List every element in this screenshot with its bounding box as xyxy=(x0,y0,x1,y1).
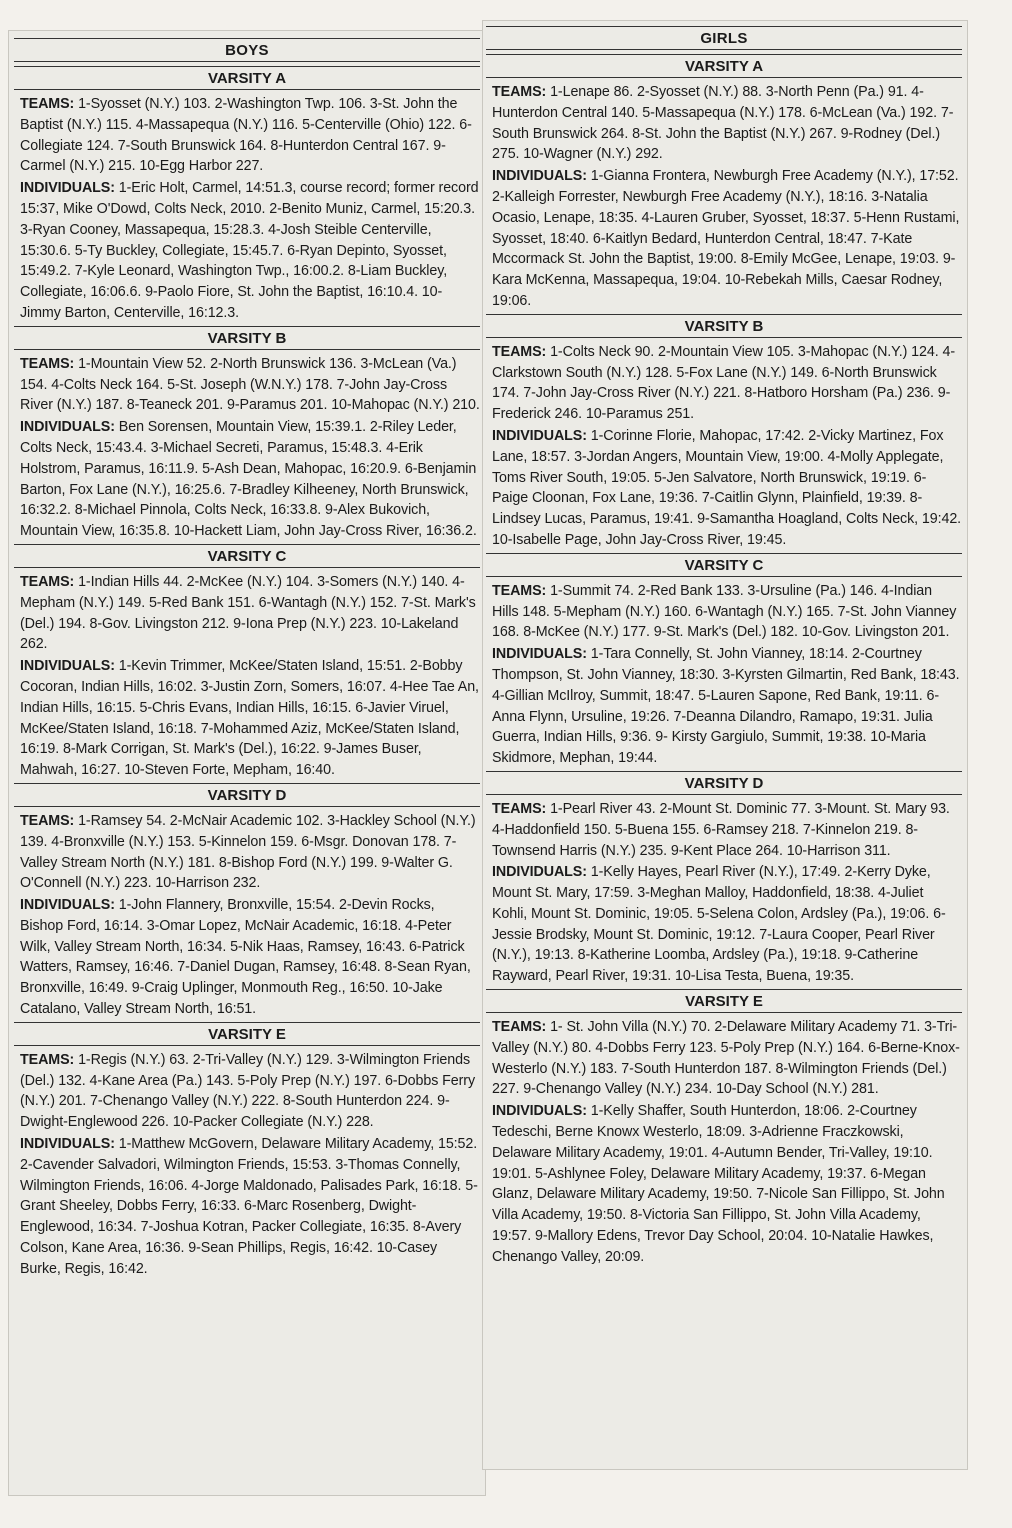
individual-results xyxy=(20,417,480,542)
team-results-label: TEAMS: xyxy=(20,812,75,829)
girls-section xyxy=(486,771,962,987)
individual-results-text: 1-John Flannery, Bronxville, 15:54. 2-Devin Rocks, Bishop Ford, 16:14. 3-Omar Lopez, McNair Academic, 16:18. 4-Peter Wilk, Valley Stream North, 16:34. 5-Nik Haas, Ramsey, 16:43. 6-Patrick Watters, Ramsey, 16:46. 7-Daniel Dugan, Ramsey, 16:48. 8-Sean Ryan, Bronxville, 16:49. 9-Craig Uplinger, Monmouth Reg., 16:50. 10-Jake Catalano, Valley Stream North, 16:51. xyxy=(20,897,471,1018)
team-results-label: TEAMS: xyxy=(492,84,547,100)
boys-section xyxy=(14,1022,480,1280)
section-heading: VARSITY B xyxy=(14,326,480,350)
individual-results-label: INDIVIDUALS: xyxy=(492,168,587,185)
section-heading: VARSITY A xyxy=(486,54,962,78)
team-results-text: 1-Indian Hills 44. 2-McKee (N.Y.) 104. 3-Somers (N.Y.) 140. 4-Mepham (N.Y.) 149. 5-Red Bank 151. 6-Wantagh (N.Y.) 152. 7-St. Mark's (Del.) 194. 8-Gov. Livingston 212. 9-Iona Prep (N.Y.) 223. 10-Lakeland 262. xyxy=(20,573,476,653)
boys-heading: BOYS xyxy=(14,38,480,62)
section-heading: VARSITY E xyxy=(14,1022,480,1046)
section-heading: VARSITY C xyxy=(14,544,480,568)
individual-results-text: 1-Corinne Florie, Mahopac, 17:42. 2-Vicky Martinez, Fox Lane, 18:57. 3-Jordan Angers, Mountain View, 19:00. 4-Molly Applegate, Toms River South, 19:05. 5-Jen Salvatore, North Brunswick, 19:19. 6-Paige Cloonan, Fox Lane, 19:36. 7-Caitlin Glynn, Plainfield, 19:39. 8-Lindsey Lucas, Paramus, 19:41. 9-Samantha Hoagland, Colts Neck, 19:42. 10-Isabelle Page, John Jay-Cross River, 19:45. xyxy=(492,427,962,548)
team-results-text: 1-Colts Neck 90. 2-Mountain View 105. 3-Mahopac (N.Y.) 124. 4-Clarkstown South (N.Y.) 128. 5-Fox Lane (N.Y.) 149. 6-North Brunswick 174. 7-John Jay-Cross River (N.Y.) 221. 8-Hatboro Horsham (Pa.) 236. 9-Frederick 246. 10-Paramus 251. xyxy=(492,343,955,423)
individual-results-text: 1-Tara Connelly, St. John Vianney, 18:14. 2-Courtney Thompson, St. John Vianney, 18:30. 3-Kyrsten Gilmartin, Red Bank, 18:43. 4-Gillian McIlroy, Summit, 18:47. 5-Lauren Sapone, Red Bank, 19:11. 6-Anna Flynn, Ursuline, 19:26. 7-Deanna Dilandro, Ramapo, 19:31. Julia Guerra, Indian Hills, 9:36. 9- Kirsty Gargiulo, Summit, 19:38. 10-Maria Skidmore, Mephan, 19:44. xyxy=(492,646,960,767)
team-results-label: TEAMS: xyxy=(492,582,547,599)
team-results-label: TEAMS: xyxy=(492,1019,547,1036)
individual-results-label: INDIVIDUALS: xyxy=(20,180,115,197)
team-results-label: TEAMS: xyxy=(20,1051,75,1068)
individual-results-text: Ben Sorensen, Mountain View, 15:39.1. 2-Riley Leder, Colts Neck, 15:43.4. 3-Michael Secreti, Paramus, 15:48.3. 4-Erik Holstrom, Paramus, 16:11.9. 5-Ash Dean, Mahopac, 16:20.9. 6-Benjamin Barton, Fox Lane (N.Y.), 16:25.6. 7-Bradley Kilheeney, North Brunswick, 16:32.2. 8-Michael Pinnola, Colts Neck, 16:33.8. 9-Alex Bukovich, Mountain View, 16:35.8. 10-Hackett Liam, John Jay-Cross River, 16:36.2. xyxy=(20,419,477,540)
girls-column xyxy=(486,26,962,1466)
team-results-text: 1-Pearl River 43. 2-Mount St. Dominic 77. 3-Mount. St. Mary 93. 4-Haddonfield 150. 5-Buena 155. 6-Ramsey 218. 7-Kinnelon 219. 8-Townsend Harris (N.Y.) 235. 9-Kent Place 264. 10-Harrison 311. xyxy=(492,800,950,859)
section-heading: VARSITY D xyxy=(486,771,962,795)
team-results-label: TEAMS: xyxy=(20,96,75,112)
individual-results-label: INDIVIDUALS: xyxy=(20,1136,115,1153)
boys-column xyxy=(14,38,480,1490)
individual-results-text: 1-Eric Holt, Carmel, 14:51.3, course record; former record 15:37, Mike O'Dowd, Colts Neck, 2010. 2-Benito Muniz, Carmel, 15:20.3. 3-Ryan Cooney, Massapequa, 15:28.3. 4-Josh Steible Centerville, 15:30.6. 5-Ty Buckley, Collegiate, 15:45.7. 6-Ryan Depinto, Syosset, 15:49.2. 7-Kyle Leonard, Washington Twp., 16:00.2. 8-Liam Buckley, Collegiate, 16:06.6. 9-Paolo Fiore, St. John the Baptist, 16:10.4. 10-Jimmy Barton, Centerville, 16:12.3. xyxy=(20,180,479,321)
girls-section xyxy=(486,54,962,312)
individual-results-label: INDIVIDUALS: xyxy=(492,646,587,663)
girls-section xyxy=(486,553,962,769)
individual-results-label: INDIVIDUALS: xyxy=(492,427,587,444)
section-heading: VARSITY E xyxy=(486,989,962,1013)
team-results-label: TEAMS: xyxy=(492,343,547,360)
individual-results xyxy=(20,1134,480,1280)
team-results xyxy=(20,354,480,416)
team-results xyxy=(20,572,480,655)
individual-results xyxy=(20,178,480,324)
individual-results-text: 1-Matthew McGovern, Delaware Military Academy, 15:52. 2-Cavender Salvadori, Wilmington Friends, 15:53. 3-Thomas Connelly, Wilmington Friends, 16:06. 4-Jorge Maldonado, Palisades Park, 16:18. 5-Grant Sheeley, Dobbs Ferry, 16:33. 6-Marc Rosenberg, Dwight-Englewood, 16:34. 7-Joshua Kotran, Packer Collegiate, 16:35. 8-Avery Colson, Kane Area, 16:36. 9-Sean Phillips, Regis, 16:42. 10-Casey Burke, Regis, 16:42. xyxy=(20,1136,478,1277)
individual-results xyxy=(492,862,962,987)
individual-results-label: INDIVIDUALS: xyxy=(20,897,115,914)
individual-results xyxy=(20,656,480,781)
individual-results-text: 1-Kevin Trimmer, McKee/Staten Island, 15:51. 2-Bobby Cocoran, Indian Hills, 16:02. 3-Justin Zorn, Somers, 16:07. 4-Hee Tae An, Indian Hills, 16:15. 5-Chris Evans, Indian Hills, 16:15. 6-Javier Viruel, McKee/Staten Island, 16:18. 7-Mohammed Aziz, McKee/Staten Island, 16:19. 8-Mark Corrigan, St. Mark's (Del.), 16:22. 9-James Buser, Mahwah, 16:27. 10-Steven Forte, Mepham, 16:40. xyxy=(20,658,479,779)
girls-section xyxy=(486,314,962,551)
team-results-text: 1-Syosset (N.Y.) 103. 2-Washington Twp. 106. 3-St. John the Baptist (N.Y.) 115. 4-Massapequa (N.Y.) 116. 5-Centerville (Ohio) 122. 6-Collegiate 124. 7-South Brunswick 164. 8-Hunterdon Central 167. 9-Carmel (N.Y.) 215. 10-Egg Harbor 227. xyxy=(20,96,472,175)
team-results xyxy=(492,581,962,643)
individual-results-label: INDIVIDUALS: xyxy=(492,864,587,881)
individual-results xyxy=(492,644,962,769)
girls-heading: GIRLS xyxy=(486,26,962,50)
team-results xyxy=(492,799,962,861)
team-results xyxy=(20,94,480,177)
girls-sections xyxy=(486,54,962,1268)
girls-section xyxy=(486,989,962,1268)
team-results xyxy=(492,342,962,425)
team-results-label: TEAMS: xyxy=(20,573,75,590)
team-results-text: 1-Ramsey 54. 2-McNair Academic 102. 3-Hackley School (N.Y.) 139. 4-Bronxville (N.Y.) 153. 5-Kinnelon 159. 6-Msgr. Donovan 178. 7-Valley Stream North (N.Y.) 181. 8-Bishop Ford (N.Y.) 199. 9-Walter G. O'Connell (N.Y.) 223. 10-Harrison 232. xyxy=(20,812,476,892)
team-results-text: 1-Mountain View 52. 2-North Brunswick 136. 3-McLean (Va.) 154. 4-Colts Neck 164. 5-St. Joseph (W.N.Y.) 178. 7-John Jay-Cross River (N.Y.) 187. 8-Teaneck 201. 9-Paramus 201. 10-Mahopac (N.Y.) 210. xyxy=(20,355,480,414)
team-results-label: TEAMS: xyxy=(492,800,547,817)
individual-results xyxy=(492,1101,962,1267)
individual-results-text: 1-Kelly Shaffer, South Hunterdon, 18:06. 2-Courtney Tedeschi, Berne Knowx Westerlo, 18:09. 3-Adrienne Fraczkowski, Delaware Military Academy, 19:01. 4-Autumn Bender, Tri-Valley, 19:10. 19:01. 5-Ashlynee Foley, Delaware Military Academy, 19:37. 6-Megan Glanz, Delaware Military Academy, 19:50. 7-Nicole San Fillippo, St. John Villa Academy, 19:50. 8-Victoria San Fillippo, St. John Villa Academy, 19:57. 9-Mallory Edens, Trevor Day School, 20:04. 10-Natalie Hawkes, Chenango Valley, 20:09. xyxy=(492,1103,945,1265)
section-heading: VARSITY A xyxy=(14,66,480,90)
boys-section xyxy=(14,66,480,324)
individual-results xyxy=(492,426,962,551)
individual-results-label: INDIVIDUALS: xyxy=(492,1103,587,1120)
boys-section xyxy=(14,326,480,542)
individual-results-text: 1-Kelly Hayes, Pearl River (N.Y.), 17:49. 2-Kerry Dyke, Mount St. Mary, 17:59. 3-Meghan Malloy, Haddonfield, 18:38. 4-Juliet Kohli, Mount St. Dominic, 19:05. 5-Selena Colon, Ardsley (Pa.), 19:06. 6-Jessie Brodsky, Mount St. Dominic, 19:12. 7-Laura Cooper, Pearl River (N.Y.), 19:13. 8-Katherine Loomba, Ardsley (Pa.), 19:18. 9-Catherine Rayward, Pearl River, 19:31. 10-Lisa Testa, Buena, 19:35. xyxy=(492,864,946,985)
section-heading: VARSITY C xyxy=(486,553,962,577)
section-heading: VARSITY B xyxy=(486,314,962,338)
team-results-label: TEAMS: xyxy=(20,355,75,372)
team-results-text: 1-Lenape 86. 2-Syosset (N.Y.) 88. 3-North Penn (Pa.) 91. 4-Hunterdon Central 140. 5-Massapequa (N.Y.) 178. 6-McLean (Va.) 192. 7-South Brunswick 264. 8-St. John the Baptist (N.Y.) 267. 9-Rodney (Del.) 275. 10-Wagner (N.Y.) 292. xyxy=(492,84,954,163)
section-heading: VARSITY D xyxy=(14,783,480,807)
team-results xyxy=(492,82,962,165)
individual-results-label: INDIVIDUALS: xyxy=(20,658,115,675)
boys-sections xyxy=(14,66,480,1280)
individual-results-text: 1-Gianna Frontera, Newburgh Free Academy (N.Y.), 17:52. 2-Kalleigh Forrester, Newburgh Free Academy (N.Y.), 18:16. 3-Natalia Ocasio, Lenape, 18:35. 4-Lauren Gruber, Syosset, 18:37. 5-Henn Rustami, Syosset, 18:40. 6-Kaitlyn Bedard, Hunterdon Central, 18:47. 7-Kate Mccormack St. John the Baptist, 19:00. 8-Emily McGee, Lenape, 19:03. 9-Kara McKenna, Massapequa, 19:04. 10-Rebekah Mills, Caesar Rodney, 19:06. xyxy=(492,168,960,309)
team-results-text: 1- St. John Villa (N.Y.) 70. 2-Delaware Military Academy 71. 3-Tri-Valley (N.Y.) 80. 4-Dobbs Ferry 123. 5-Poly Prep (N.Y.) 164. 6-Berne-Knox-Westerlo (N.Y.) 183. 7-South Hunterdon 187. 8-Wilmington Friends (Del.) 227. 9-Chenango Valley (N.Y.) 234. 10-Day School (N.Y.) 281. xyxy=(492,1019,960,1098)
individual-results-label: INDIVIDUALS: xyxy=(20,419,115,436)
team-results-text: 1-Summit 74. 2-Red Bank 133. 3-Ursuline (Pa.) 146. 4-Indian Hills 148. 5-Mepham (N.Y.) 160. 6-Wantagh (N.Y.) 165. 7-St. John Vianney 168. 8-McKee (N.Y.) 177. 9-St. Mark's (Del.) 182. 10-Gov. Livingston 201. xyxy=(492,582,957,641)
team-results xyxy=(20,811,480,894)
boys-section xyxy=(14,544,480,781)
individual-results xyxy=(492,166,962,312)
boys-section xyxy=(14,783,480,1020)
team-results xyxy=(20,1050,480,1133)
individual-results xyxy=(20,895,480,1020)
team-results xyxy=(492,1017,962,1100)
team-results-text: 1-Regis (N.Y.) 63. 2-Tri-Valley (N.Y.) 129. 3-Wilmington Friends (Del.) 132. 4-Kane Area (Pa.) 143. 5-Poly Prep (N.Y.) 197. 6-Dobbs Ferry (N.Y.) 201. 7-Chenango Valley (N.Y.) 222. 8-South Hunterdon 224. 9-Dwight-Englewood 226. 10-Packer Collegiate (N.Y.) 228. xyxy=(20,1051,476,1131)
